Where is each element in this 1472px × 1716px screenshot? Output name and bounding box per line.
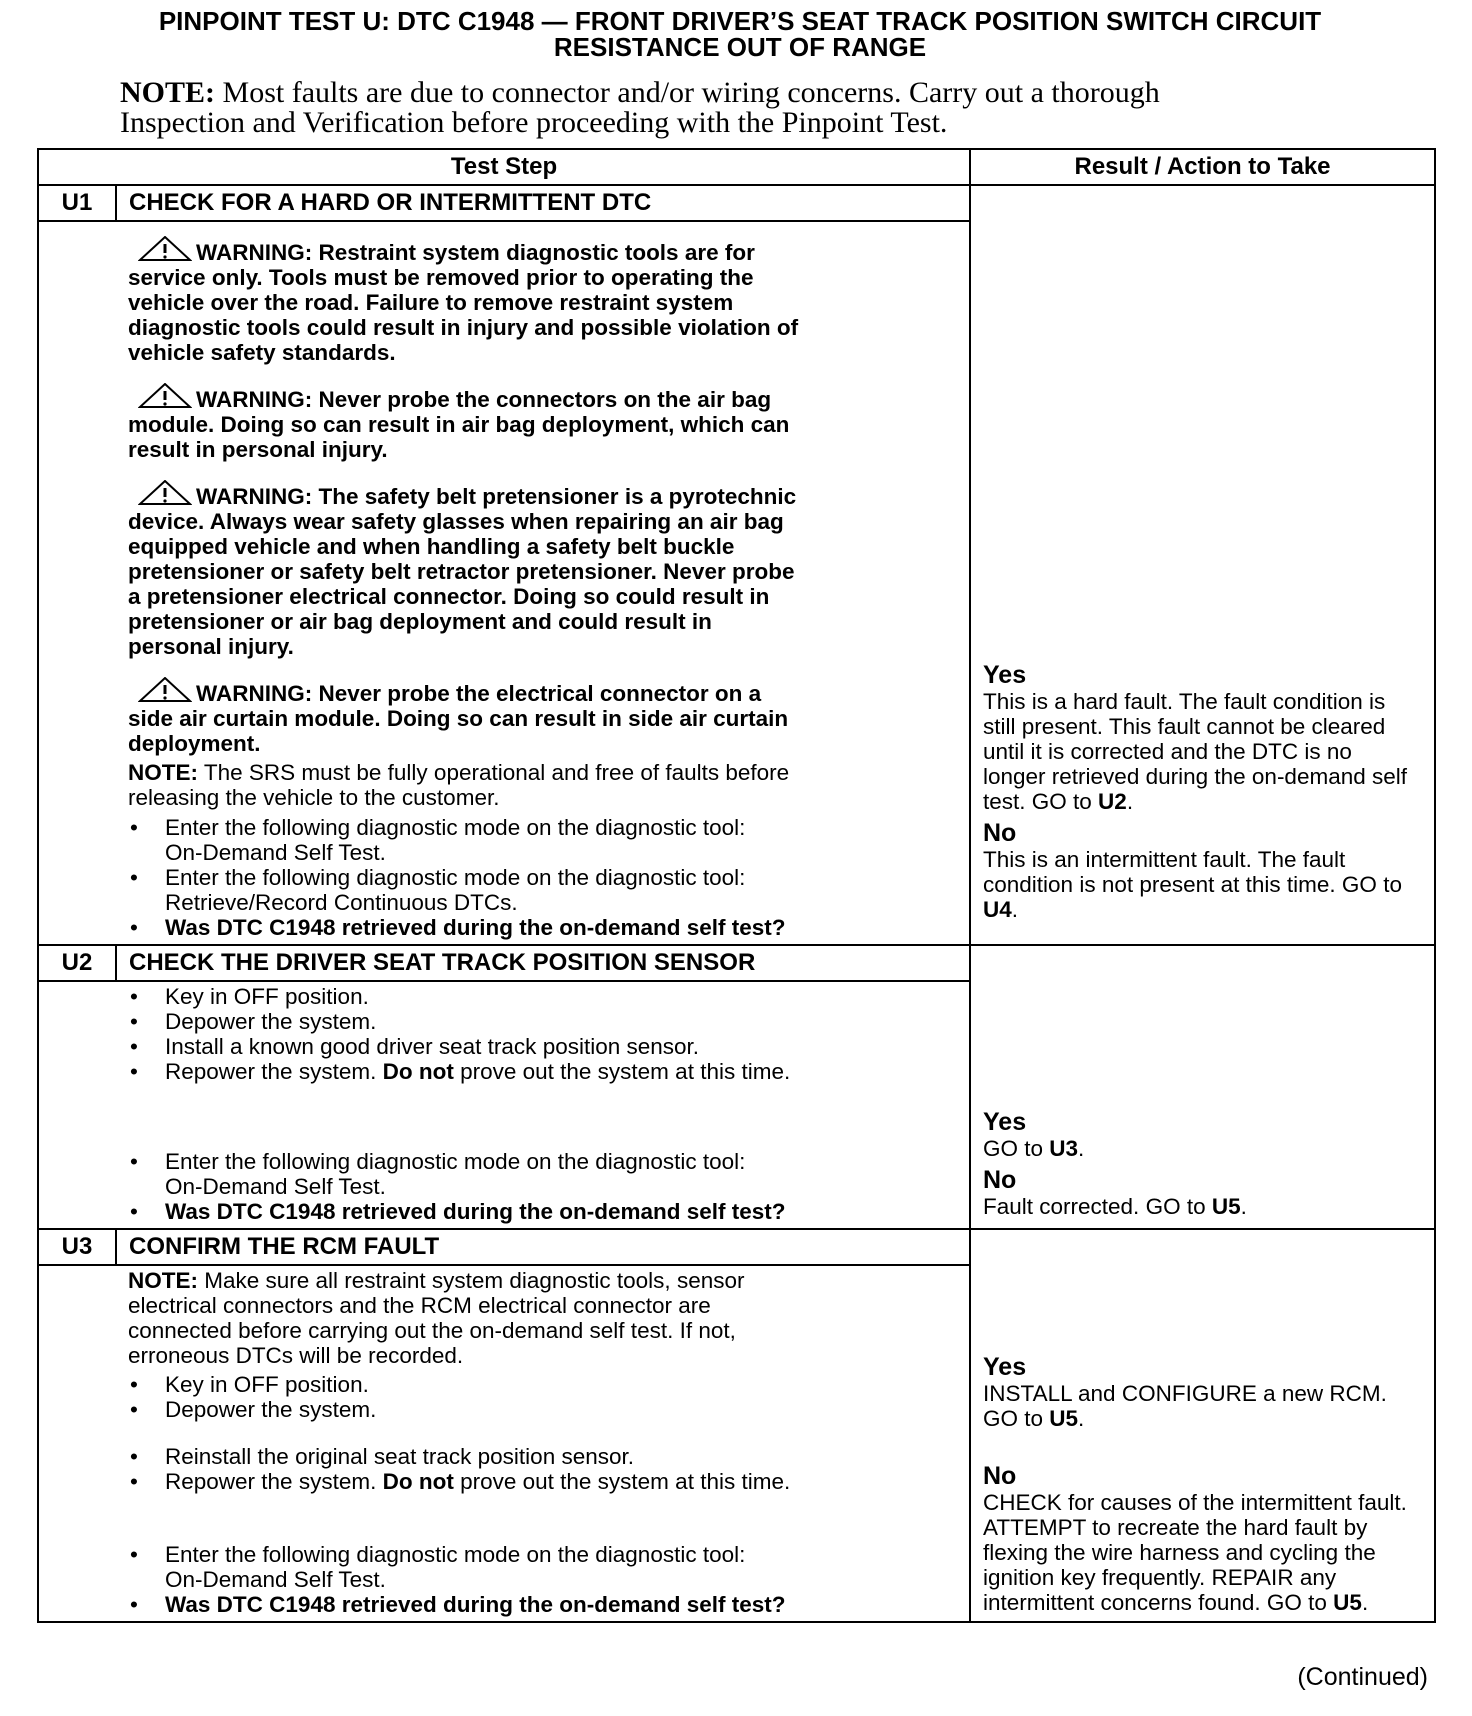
title-line-1: PINPOINT TEST U: DTC C1948 — FRONT DRIVER’S SEAT TRACK POSITION SWITCH CIRCUIT: [158, 6, 1322, 36]
list-item-text: On-Demand Self Test.: [165, 1567, 386, 1592]
list-item: • Key in OFF position.: [128, 1372, 961, 1397]
note-label: NOTE:: [128, 1268, 198, 1293]
list-item-text: • Enter the following diagnostic mode on the diagnostic tool:: [165, 865, 746, 890]
result-u1-no-line: This is an intermittent fault. The fault: [983, 847, 1346, 872]
result-u1-yes-last: test. GO to: [983, 789, 1099, 814]
note-text: releasing the vehicle to the customer.: [128, 785, 500, 810]
intro-note: [120, 78, 1420, 138]
result-text: INSTALL and CONFIGURE a new RCM.: [983, 1381, 1387, 1406]
warning-text: a pretensioner electrical connector. Doing so could result in: [128, 584, 770, 609]
warning-text: vehicle safety standards.: [128, 340, 396, 365]
punct: .: [1078, 1406, 1085, 1431]
warning-text: WARNING: Restraint system diagnostic tools are for: [196, 240, 755, 265]
continued-label: (Continued): [1297, 1663, 1428, 1691]
result-u1-yes-line: This is a hard fault. The fault condition is: [983, 689, 1386, 714]
note-label: NOTE:: [120, 76, 216, 109]
note-label: NOTE:: [128, 760, 198, 785]
warning-text: module. Doing so can result in air bag deployment, which can: [128, 412, 790, 437]
result-u1-yes-line: until it is corrected and the DTC is no: [983, 739, 1352, 764]
header-result-action: Result / Action to Take: [970, 149, 1435, 185]
note-text: The SRS must be fully operational and free of faults before: [198, 760, 790, 785]
step-u2-title-row: [38, 945, 1435, 981]
list-item-text: On-Demand Self Test.: [165, 840, 386, 865]
list-item-text: Retrieve/Record Continuous DTCs.: [165, 890, 518, 915]
result-u1-yes-line: still present. This fault cannot be cleared: [983, 714, 1386, 739]
result-u1-yes-label: Yes: [983, 661, 1027, 689]
warning-block-4: [128, 677, 961, 756]
warning-text: device. Always wear safety glasses when repairing an air bag: [128, 509, 784, 534]
list-item: [128, 815, 961, 865]
punct: .: [1126, 789, 1134, 814]
list-item: • Key in OFF position.: [128, 984, 961, 1009]
list-item-emphasis: Do not: [382, 1469, 454, 1494]
punct: .: [1011, 897, 1019, 922]
result-text: GO to: [983, 1406, 1050, 1431]
list-item: [128, 1469, 961, 1494]
result-u1-no-line: condition is not present at this time. GO to: [983, 872, 1402, 897]
result-u1-yes-line: longer retrieved during the on-demand self: [983, 764, 1408, 789]
question-item: • Was DTC C1948 retrieved during the on-demand self test?: [128, 1199, 961, 1224]
goto-link-u2[interactable]: U2: [1098, 789, 1127, 814]
step-u1-indent: [38, 221, 116, 945]
page-title: [60, 8, 1420, 60]
step-u3-indent: [38, 1265, 116, 1622]
result-u3: [970, 1229, 1435, 1622]
step-u1-title-row: [38, 185, 1435, 221]
goto-link-u3[interactable]: U3: [1049, 1136, 1079, 1161]
result-u3-no-label: No: [983, 1462, 1017, 1490]
step-name-u2: CHECK THE DRIVER SEAT TRACK POSITION SENSOR: [116, 945, 970, 981]
list-item: • Depower the system.: [128, 1009, 961, 1034]
step-u2-body: [116, 981, 970, 1229]
list-item-emphasis: Do not: [382, 1059, 454, 1084]
note-text-2: Inspection and Verification before proceeding with the Pinpoint Test.: [120, 106, 948, 139]
result-u2: [970, 945, 1435, 1229]
warning-triangle-icon: [138, 480, 192, 506]
warning-text: pretensioner or safety belt retractor pretensioner. Never probe: [128, 559, 795, 584]
note-text-1: Most faults are due to connector and/or wiring concerns. Carry out a thorough: [215, 76, 1160, 109]
warning-block-3: [128, 480, 961, 659]
result-u3-yes-label: Yes: [983, 1353, 1027, 1381]
note-text: erroneous DTCs will be recorded.: [128, 1343, 464, 1368]
step-id-u1: U1: [38, 185, 116, 221]
step-name-u1: CHECK FOR A HARD OR INTERMITTENT DTC: [116, 185, 970, 221]
list-item-text: prove out the system at this time.: [453, 1059, 791, 1084]
step-u3-title-row: [38, 1229, 1435, 1265]
result-u2-no-label: No: [983, 1166, 1017, 1194]
warning-text: service only. Tools must be removed prior to operating the: [128, 265, 754, 290]
list-item-text: On-Demand Self Test.: [165, 1174, 386, 1199]
warning-text: diagnostic tools could result in injury and possible violation of: [128, 315, 799, 340]
list-item: [128, 865, 961, 915]
list-item-text: Repower the system.: [165, 1059, 383, 1084]
note-text: Make sure all restraint system diagnostic tools, sensor: [198, 1268, 745, 1293]
list-item-text: prove out the system at this time.: [453, 1469, 791, 1494]
question-item: • Was DTC C1948 retrieved during the on-demand self test?: [128, 915, 961, 940]
step-name-u3: CONFIRM THE RCM FAULT: [116, 1229, 970, 1265]
punct: .: [1240, 1194, 1247, 1219]
list-item: [128, 1149, 961, 1199]
goto-link-u5[interactable]: U5: [1211, 1194, 1241, 1219]
title-line-2: RESISTANCE OUT OF RANGE: [553, 32, 927, 62]
list-item-text: • Enter the following diagnostic mode on the diagnostic tool:: [165, 1149, 746, 1174]
warning-text: deployment.: [128, 731, 261, 756]
note-text: electrical connectors and the RCM electrical connector are: [128, 1293, 711, 1318]
step-id-u3: U3: [38, 1229, 116, 1265]
result-text: ignition key frequently. REPAIR any: [983, 1565, 1337, 1590]
goto-link-u4[interactable]: U4: [983, 897, 1012, 922]
header-test-step: Test Step: [38, 149, 970, 185]
list-item: [128, 1059, 961, 1084]
warning-block-2: [128, 383, 961, 462]
list-item-text: • Enter the following diagnostic mode on the diagnostic tool:: [165, 815, 746, 840]
list-item-text: • Enter the following diagnostic mode on the diagnostic tool:: [165, 1542, 746, 1567]
punct: .: [1361, 1590, 1369, 1615]
warning-text: personal injury.: [128, 634, 294, 659]
goto-link-u5[interactable]: U5: [1333, 1590, 1362, 1615]
note-text: connected before carrying out the on-demand self test. If not,: [128, 1318, 736, 1343]
step-u2-indent: [38, 981, 116, 1229]
list-item: • Reinstall the original seat track position sensor.: [128, 1444, 961, 1469]
warning-triangle-icon: [138, 383, 192, 409]
pinpoint-test-table: [37, 148, 1436, 1623]
goto-link-u5[interactable]: U5: [1049, 1406, 1079, 1431]
result-text: ATTEMPT to recreate the hard fault by: [983, 1515, 1368, 1540]
result-text: intermittent concerns found. GO to: [983, 1590, 1334, 1615]
list-item-text: Repower the system.: [165, 1469, 383, 1494]
step-u1-body: [116, 221, 970, 945]
punct: .: [1078, 1136, 1085, 1161]
warning-text: WARNING: The safety belt pretensioner is a pyrotechnic: [196, 484, 797, 509]
result-u1: [970, 185, 1435, 945]
result-text: CHECK for causes of the intermittent fault.: [983, 1490, 1407, 1515]
warning-text: side air curtain module. Doing so can result in side air curtain: [128, 706, 789, 731]
warning-text: result in personal injury.: [128, 437, 388, 462]
warning-triangle-icon: [138, 236, 192, 262]
warning-text: pretensioner or air bag deployment and could result in: [128, 609, 712, 634]
warning-text: WARNING: Never probe the electrical connector on a: [196, 681, 762, 706]
list-item: [128, 1542, 961, 1592]
step-u3-body: [116, 1265, 970, 1622]
result-u2-yes-label: Yes: [983, 1108, 1027, 1136]
result-text: GO to: [983, 1136, 1050, 1161]
result-text: flexing the wire harness and cycling the: [983, 1540, 1376, 1565]
list-item: • Install a known good driver seat track position sensor.: [128, 1034, 961, 1059]
step-id-u2: U2: [38, 945, 116, 981]
result-text: Fault corrected. GO to: [983, 1194, 1212, 1219]
warning-text: vehicle over the road. Failure to remove restraint system: [128, 290, 734, 315]
list-item: • Depower the system.: [128, 1397, 961, 1422]
warning-block-1: [128, 236, 961, 365]
result-u1-no-label: No: [983, 819, 1017, 847]
warning-text: equipped vehicle and when handling a safety belt buckle: [128, 534, 735, 559]
warning-triangle-icon: [138, 677, 192, 703]
question-item: • Was DTC C1948 retrieved during the on-demand self test?: [128, 1592, 961, 1617]
table-header-row: [38, 149, 1435, 185]
warning-text: WARNING: Never probe the connectors on the air bag: [196, 387, 772, 412]
